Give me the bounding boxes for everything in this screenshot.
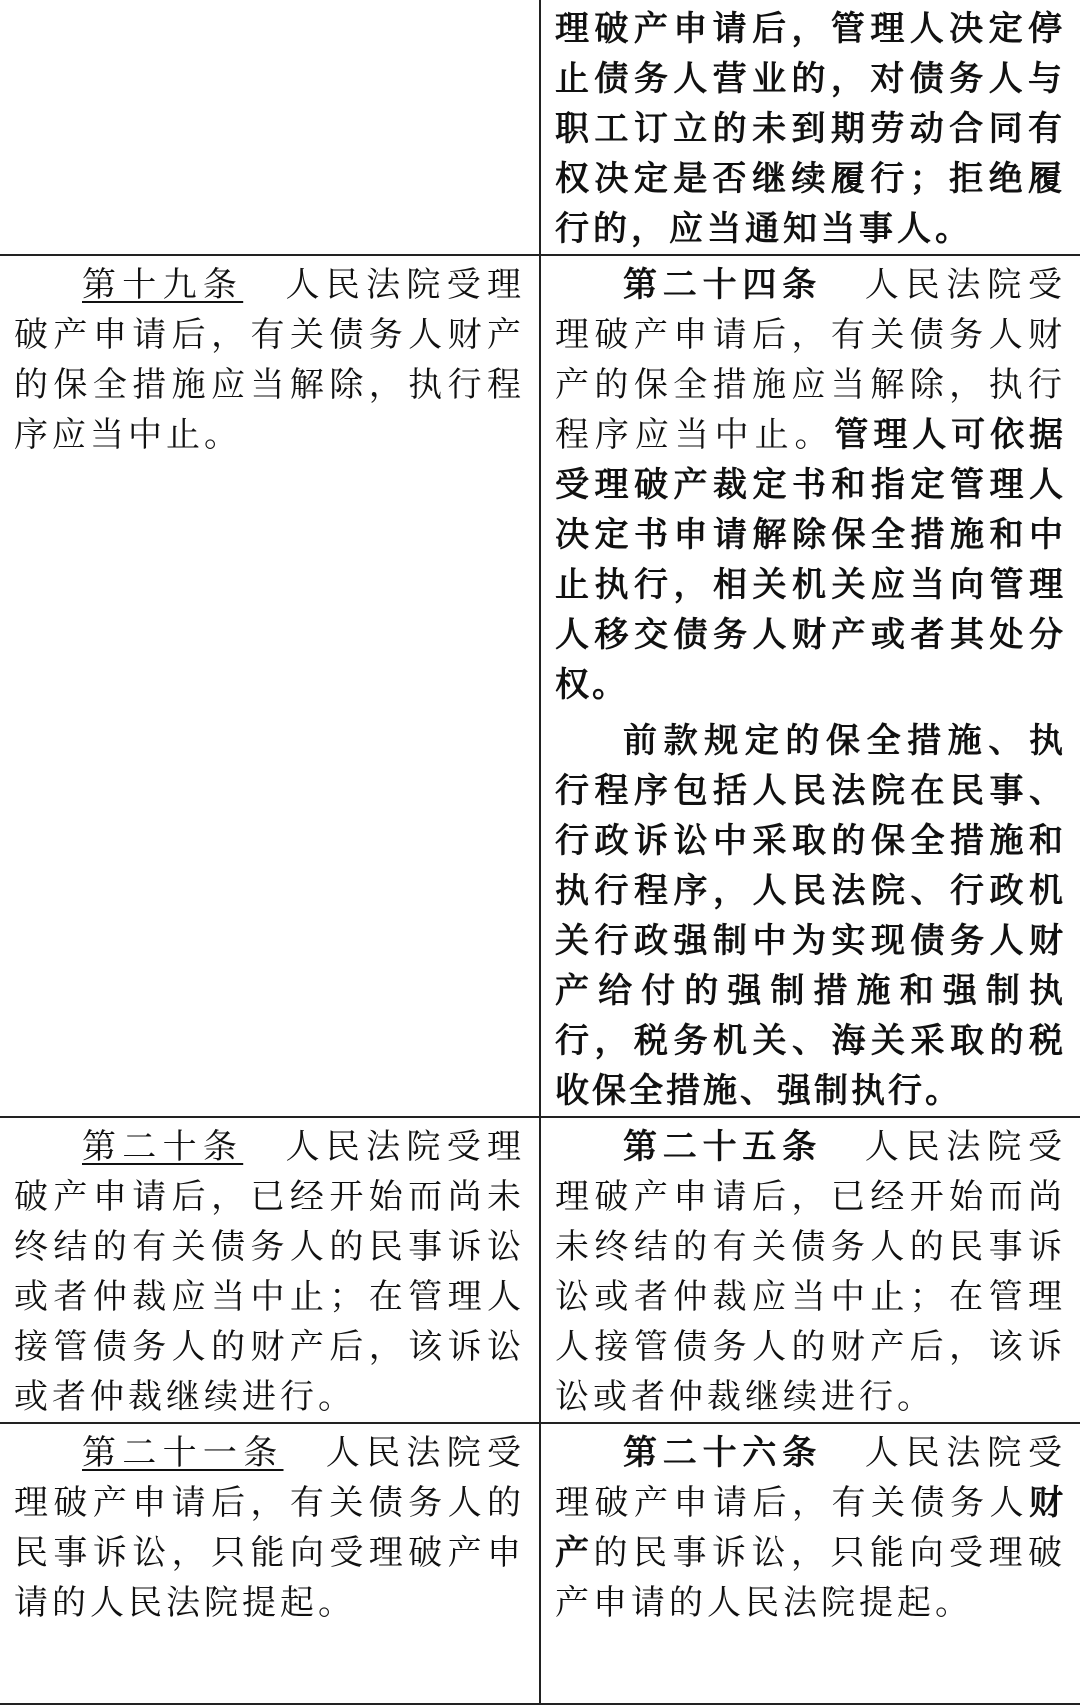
old-article-21 bbox=[14, 1428, 525, 1628]
right-cell-continuation bbox=[540, 0, 1080, 255]
left-cell-empty bbox=[0, 0, 540, 255]
old-article-text: 人民法院受理破产申请后，有关债务人财产的保全措施应当解除，执行程序应当中止。 bbox=[14, 265, 526, 455]
old-article-19 bbox=[14, 260, 525, 460]
new-article-number: 第二十六条 bbox=[623, 1433, 822, 1473]
new-article-number: 第二十五条 bbox=[623, 1127, 822, 1167]
new-article-text-b: 的民事诉讼，只能向受理破产申请的人民法院提起。 bbox=[555, 1533, 1066, 1623]
new-article-text: 人民法院受理破产申请后，已经开始而尚未终结的有关债务人的民事诉讼或者仲裁应当中止；在管理人接管债务人的财产后，该诉讼或者仲裁继续进行。 bbox=[555, 1127, 1066, 1417]
new-article-25 bbox=[555, 1122, 1066, 1422]
new-article-text: 人民法院受理破产申请后，有关债务人财产的保全措施应当解除，执行程序应当中止。 bbox=[555, 265, 1066, 455]
new-article-number: 第二十四条 bbox=[623, 265, 822, 305]
new-article-24 bbox=[555, 260, 1066, 710]
table-row bbox=[0, 1423, 1080, 1704]
left-cell-article-20 bbox=[0, 1117, 540, 1423]
new-article-text-a: 人民法院受理破产申请后，有关债务人 bbox=[555, 1433, 1066, 1523]
old-article-number: 第十九条 bbox=[82, 265, 244, 305]
right-cell-article-25 bbox=[540, 1117, 1080, 1423]
left-cell-article-19 bbox=[0, 255, 540, 1117]
continued-text: 理破产申请后，管理人决定停止债务人营业的，对债务人与职工订立的未到期劳动合同有权决定是否继续履行；拒绝履行的，应当通知当事人。 bbox=[555, 9, 1066, 249]
right-cell-article-26 bbox=[540, 1423, 1080, 1704]
left-cell-article-21 bbox=[0, 1423, 540, 1704]
table-row bbox=[0, 0, 1080, 255]
table-row bbox=[0, 1117, 1080, 1423]
old-article-20 bbox=[14, 1122, 525, 1422]
new-article-text-bold: 财产 bbox=[555, 1483, 1066, 1573]
old-article-text: 人民法院受理破产申请后，有关债务人的民事诉讼，只能向受理破产申请的人民法院提起。 bbox=[14, 1433, 525, 1623]
new-article-26 bbox=[555, 1428, 1066, 1628]
table-row bbox=[0, 255, 1080, 1117]
old-article-number: 第二十一条 bbox=[82, 1433, 284, 1473]
new-article-24-para2: 前款规定的保全措施、执行程序包括人民法院在民事、行政诉讼中采取的保全措施和执行程序，人民法院、行政机关行政强制中为实现债务人财产给付的强制措施和强制执行，税务机关、海关采取的税收保全措施、强制执行。 bbox=[555, 721, 1066, 1111]
new-article-added-text: 管理人可依据受理破产裁定书和指定管理人决定书申请解除保全措施和中止执行，相关机关应当向管理人移交债务人财产或者其处分权。 bbox=[555, 415, 1067, 705]
right-cell-article-24 bbox=[540, 255, 1080, 1117]
old-article-text: 人民法院受理破产申请后，已经开始而尚未终结的有关债务人的民事诉讼或者仲裁应当中止；在管理人接管债务人的财产后，该诉讼或者仲裁继续进行。 bbox=[14, 1127, 526, 1417]
old-article-number: 第二十条 bbox=[82, 1127, 244, 1167]
